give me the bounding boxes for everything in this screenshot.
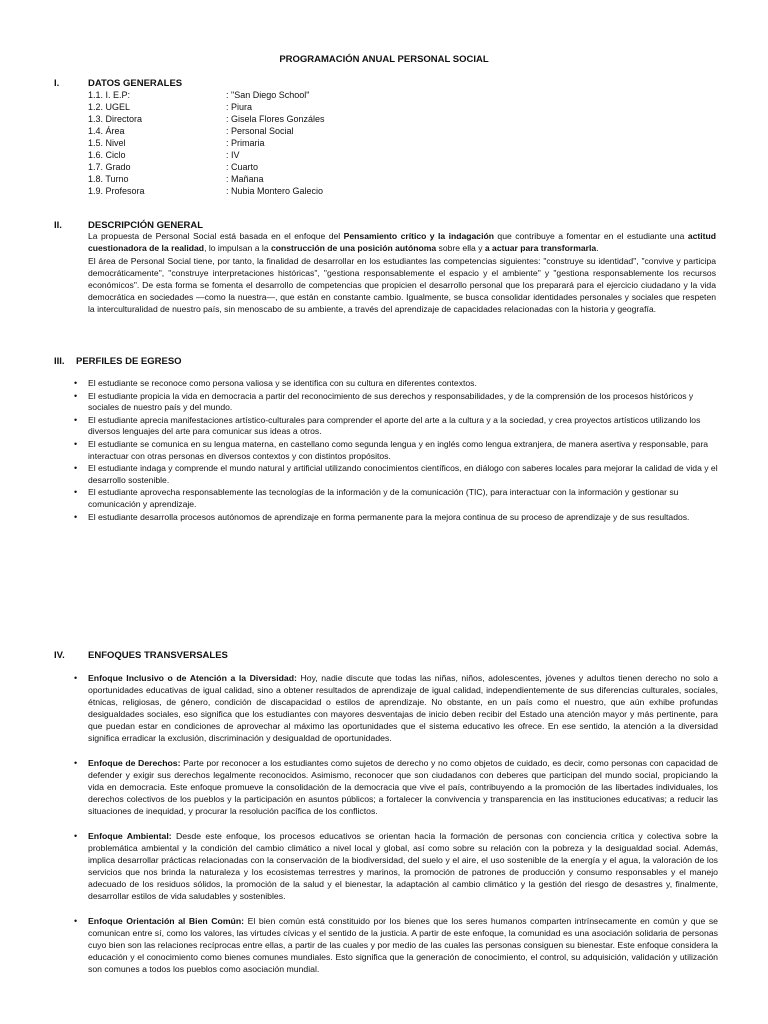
general-data-label: 1.6. Ciclo <box>88 150 126 160</box>
list-item: • El estudiante aprovecha responsablemente las tecnologías de la información y de la comunicación (TIC), para interactuar con la información y gestionar su comunicación y aprendizaje. <box>72 487 718 510</box>
general-data-label: 1.8. Turno <box>88 174 129 184</box>
section-heading-descripcion: DESCRIPCIÓN GENERAL <box>88 220 204 231</box>
section-heading-datos: DATOS GENERALES <box>88 78 183 89</box>
approach-text: Parte por reconocer a los estudiantes como sujetos de derecho y no como objetos de cuidado, es decir, como personas con capacidad de defender y exigir sus derechos legalmente reconocidos. Asimismo, reconocer que son ciudadanos con deberes que participan del mundo social, propiciando la vida en democracia. Este enfoque promueve la consolidación de la democracia que vive el país, contribuyendo a la promoción de las libertades individuales, los derechos colectivos de los pueblos y la participación en asuntos públicos; a fortalecer la convivencia y transparencia en las instituciones educativas; a reducir las situaciones de inequidad, y procurar la resolución pacífica de los conflictos. <box>88 758 718 816</box>
general-data-value: : IV <box>226 150 240 160</box>
section-heading-enfoques: ENFOQUES TRANSVERSALES <box>88 650 228 661</box>
description-emphasis: construcción de una posición autónoma <box>270 242 437 253</box>
general-data-value: : "San Diego School" <box>226 90 310 100</box>
description-text: La propuesta de Personal Social está basada en el enfoque del <box>88 231 344 241</box>
general-data-label: 1.1. I. E.P: <box>88 90 131 100</box>
general-data-value: : Nubia Montero Galecio <box>226 186 324 196</box>
general-data-value: : Mañana <box>226 174 264 184</box>
general-data-value: : Personal Social <box>226 126 294 136</box>
list-item <box>72 830 718 902</box>
general-data-value: : Gisela Flores Gonzáles <box>226 114 325 124</box>
list-item: • El estudiante propicia la vida en democracia a partir del reconocimiento de sus derechos y responsabilidades, y de la comprensión de los procesos históricos y sociales de nuestro país y del mundo. <box>72 391 718 414</box>
document-title: PROGRAMACIÓN ANUAL PERSONAL SOCIAL <box>279 54 489 65</box>
list-item: • El estudiante se reconoce como persona valiosa y se identifica con su cultura en diferentes contextos. <box>72 378 718 390</box>
section-number-perfiles: III. <box>54 356 65 367</box>
description-paragraph-1 <box>88 231 716 255</box>
general-data-label: 1.5. Nivel <box>88 138 126 148</box>
description-emphasis: actitud cuestionadora de la realidad <box>88 231 716 253</box>
general-data-label: 1.3. Directora <box>88 114 143 124</box>
list-item: • El estudiante indaga y comprende el mundo natural y artificial utilizando conocimientos científicos, en diálogo con saberes locales para mejorar la calidad de vida y el desarrollo sostenible. <box>72 463 718 486</box>
list-item <box>72 672 718 744</box>
list-item: • El estudiante se comunica en su lengua materna, en castellano como segunda lengua y en inglés como lengua extranjera, de manera asertiva y responsable, para interactuar con otras personas en diversos contextos y con distintos propósitos. <box>72 439 718 462</box>
description-text: , lo impulsan a la <box>204 242 271 253</box>
approach-text: Desde este enfoque, los procesos educativos se orientan hacia la formación de personas con conciencia crítica y colectiva sobre la problemática ambiental y la condición del cambio climático a nivel local y global, así como sobre su relación con la pobreza y la desigualdad social. Además, implica desarrollar prácticas relacionadas con la conservación de la biodiversidad, del suelo y el aire, el uso sostenible de la energía y el agua, la valoración de los servicios que nos brinda la naturaleza y los ecosistemas terrestres y marinos, la promoción de patrones de producción y consumo responsables y el manejo adecuado de los residuos sólidos, la promoción de la salud y el bienestar, la adaptación al cambio climático y la gestión del riesgo de desastres y, finalmente, desarrollar estilos de vida saludables y sostenibles. <box>88 831 718 901</box>
list-item <box>72 915 718 975</box>
section-number-descripcion: II. <box>54 220 62 231</box>
section-number-enfoques: IV. <box>54 650 65 661</box>
section-number-datos: I. <box>54 78 60 89</box>
approach-text: El bien común está constituido por los bienes que los seres humanos comparten intrínsecamente en común y que se comunican entre sí, como los valores, las virtudes cívicas y el sentido de la justicia. A partir de este enfoque, la comunidad es una asociación solidaria de personas cuyo bien son las relaciones recíprocas entre ellas, a partir de las cuales y por medio de las cuales las personas consiguen su bienestar. Este enfoque considera la educación y el conocimiento como bienes comunes mundiales. Esto significa que la generación de conocimiento, el control, su adquisición, validación y utilización son comunes a todos los pueblos como asociación mundial. <box>88 916 718 974</box>
approaches-list <box>72 672 718 988</box>
description-paragraph-2: El área de Personal Social tiene, por tanto, la finalidad de desarrollar en los estudiantes las competencias siguientes: "construye su identidad", "convive y participa democráticamente", "construye interpretaciones históricas", "gestiona responsablemente el espacio y el ambiente" y "gestiona responsablemente los recursos económicos". De esta forma se fomenta el desarrollo de competencias que propicien el desarrollo personal que los preparará para el ejercicio ciudadano y la vida democrática en sociedades —como la nuestra—, que están en constante cambio. Igualmente, se busca consolidar identidades personales y sociales que respeten la interculturalidad de nuestro país, sin menoscabo de su ambiente, a través del aprendizaje de capacidades relacionadas con la historia y geografía. <box>88 256 716 314</box>
approach-title: Enfoque Inclusivo o de Atención a la Diversidad: <box>88 673 297 683</box>
general-data-value: : Primaria <box>226 138 265 148</box>
list-item <box>72 757 718 817</box>
approach-text: Hoy, nadie discute que todas las niñas, niños, adolescentes, jóvenes y adultos tienen derecho no solo a oportunidades educativas de igual calidad, sino a obtener resultados de aprendizaje de igual calidad, independientemente de sus diferencias culturales, sociales, étnicas, religiosas, de género, condición de discapacidad o estilos de aprendizaje. No obstante, en un país como el nuestro, que aún exhibe profundas desigualdades sociales, eso significa que los estudiantes con mayores desventajas de inicio deben recibir del Estado una atención mayor y más pertinente, para que puedan estar en condiciones de aprovechar al máximo las oportunidades que el sistema educativo les ofrece. En ese sentido, la atención a la diversidad significa erradicar la exclusión, discriminación y desigualdad de oportunidades. <box>88 673 719 743</box>
description-text: sobre ella y <box>436 242 485 253</box>
approach-title: Enfoque Ambiental: <box>88 831 172 841</box>
section-heading-perfiles: PERFILES DE EGRESO <box>76 356 182 367</box>
description-emphasis: Pensamiento crítico y la indagación <box>343 231 494 241</box>
description-text: que contribuye a fomentar en el estudiante una <box>493 231 688 241</box>
general-data-label: 1.2. UGEL <box>88 102 131 112</box>
description-text: . <box>596 242 599 253</box>
profiles-list <box>72 378 718 524</box>
approach-title: Enfoque de Derechos: <box>88 758 181 768</box>
general-data-label: 1.7. Grado <box>88 162 131 172</box>
general-data-value: : Cuarto <box>226 162 259 172</box>
list-item: • El estudiante desarrolla procesos autónomos de aprendizaje en forma permanente para la mejora continua de su proceso de aprendizaje y de sus resultados. <box>72 512 718 524</box>
description-emphasis: a actuar para transformarla <box>484 242 597 253</box>
approach-title: Enfoque Orientación al Bien Común: <box>88 916 245 926</box>
general-data-value: : Piura <box>226 102 253 112</box>
general-data-label: 1.9. Profesora <box>88 186 145 196</box>
list-item: • El estudiante aprecia manifestaciones artístico-culturales para comprender el aporte del arte a la cultura y a la sociedad, y crea proyectos artísticos utilizando los diversos lenguajes del arte para comunicar sus ideas a otros. <box>72 415 718 438</box>
general-data-label: 1.4. Área <box>88 126 125 136</box>
